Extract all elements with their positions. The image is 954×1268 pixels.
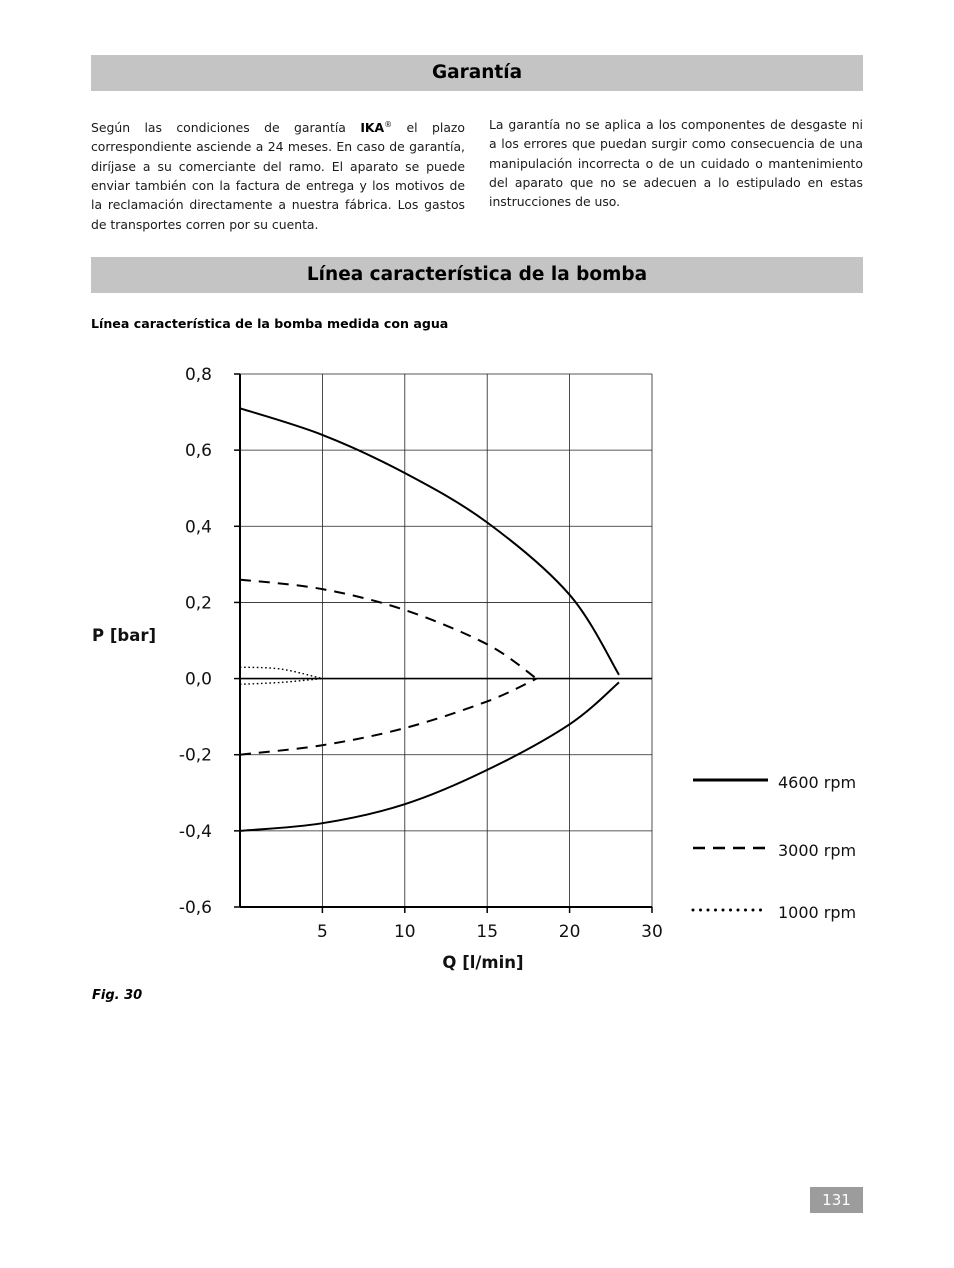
y-tick-label: -0,2 — [178, 745, 212, 766]
y-tick-label: 0,8 — [184, 365, 212, 385]
registered-mark: ® — [384, 120, 393, 129]
y-tick-label: 0,4 — [184, 517, 212, 538]
y-axis-label: P [bar] — [92, 626, 157, 645]
x-tick-label: 15 — [476, 922, 499, 942]
legend-label: 4600 rpm — [778, 773, 857, 792]
figure-label: Fig. 30 — [92, 988, 143, 1003]
curve-4600-rpm-pressure — [240, 408, 619, 675]
x-axis-label: Q [l/min] — [442, 953, 524, 972]
x-tick-label: 20 — [558, 922, 581, 942]
curve-1000-rpm-pressure — [240, 667, 322, 679]
y-tick-label: 0,2 — [184, 593, 212, 614]
x-tick-label: 30 — [641, 922, 663, 942]
page-number: 131 — [810, 1187, 863, 1213]
x-tick-label: 5 — [316, 922, 328, 942]
y-tick-label: 0,0 — [184, 669, 212, 690]
section-title-pump-curve: Línea característica de la bomba — [91, 257, 863, 293]
curve-3000-rpm-suction — [240, 679, 537, 755]
curve-3000-rpm-pressure — [240, 580, 537, 679]
curve-4600-rpm-suction — [240, 682, 619, 831]
section-title-garantia: Garantía — [91, 55, 863, 91]
brand-name: IKA — [360, 120, 385, 136]
y-tick-label: -0,4 — [178, 821, 212, 842]
y-tick-label: 0,6 — [184, 441, 212, 462]
warranty-left-intro: Según las condiciones de garantía — [91, 120, 361, 136]
legend-label: 1000 rpm — [778, 903, 857, 922]
warranty-text-right: La garantía no se aplica a los componentes de desgaste ni a los errores que puedan surgir como consecuencia de una manipulación incorrecta o de un cuidado o mantenimiento del aparato que no se adecuen a lo estipulado en estas instrucciones de uso. — [489, 117, 863, 210]
chart-subtitle: Línea característica de la bomba medida con agua — [91, 316, 449, 331]
y-tick-label: -0,6 — [178, 898, 212, 918]
x-tick-label: 10 — [393, 922, 416, 942]
warranty-left-body: el plazo correspondiente asciende a 24 meses. En caso de garantía, diríjase a su comerciante del ramo. El aparato se puede enviar también con la factura de entrega y los motivos de la reclamación directamente a nuestra fábrica. Los gastos de transportes corren por su cuenta. — [91, 120, 465, 232]
curve-1000-rpm-suction — [240, 679, 322, 685]
legend-label: 3000 rpm — [778, 841, 857, 860]
